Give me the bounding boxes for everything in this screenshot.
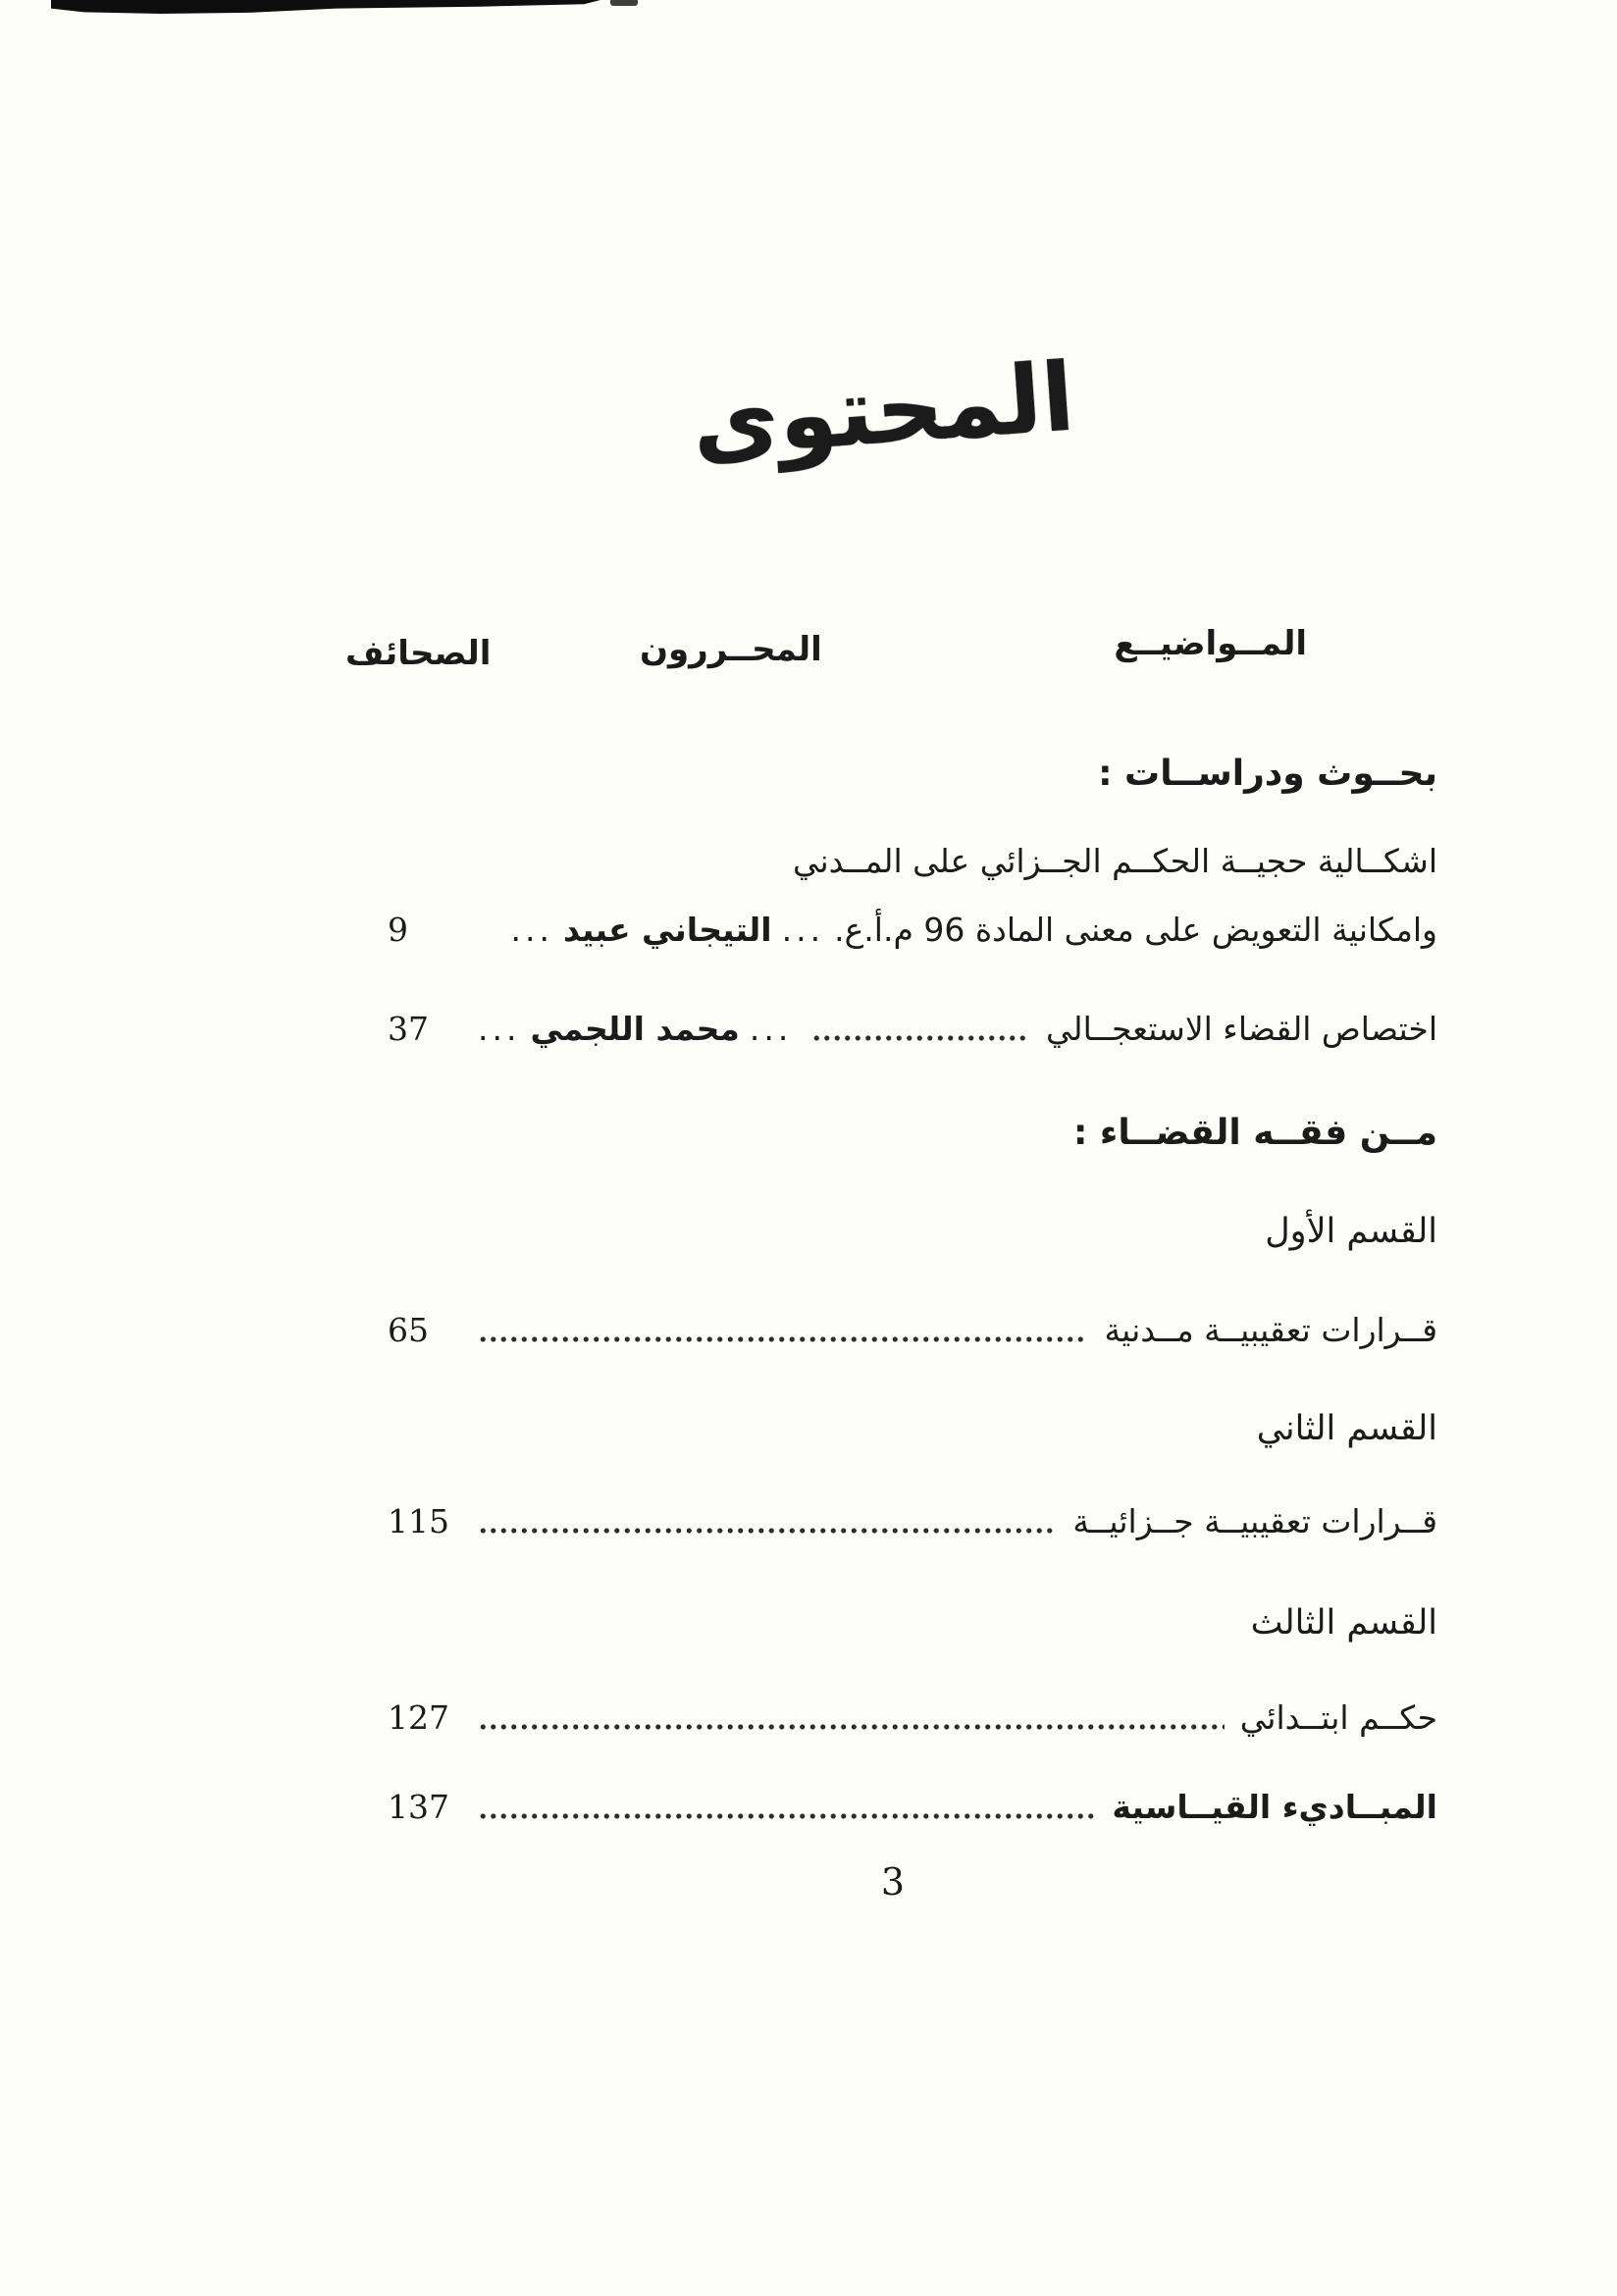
toc-entry-first-instance-judgment [388,1690,1437,1747]
toc-entry-2 [388,1001,1437,1058]
toc-entry-standard-principles [388,1779,1437,1836]
entry-title: المبــاديء القيــاسية [1112,1788,1437,1826]
entry-title-continuation: وامكانية التعويض على معنى المادة 96 م.أ.ع. [834,911,1437,949]
entry-title: حكــم ابتــدائي [1239,1698,1437,1737]
section-heading-text: مــن فقــه القضــاء : [1073,1113,1437,1153]
toc-entry-criminal-cassation [388,1493,1437,1550]
entry-page-number: 115 [388,1502,449,1540]
part-3-heading [388,1594,1485,1651]
dot-leader [478,1813,1096,1819]
entry-title: اشكــالية حجيــة الحكــم الجــزائي على المــدني [792,842,1437,880]
separator-dots: ... [781,911,825,949]
page-number: 3 [880,1860,906,1904]
section-heading-text: بحــوث ودراســات : [1098,754,1437,794]
dot-leader [478,1724,1225,1730]
entry-title: قــرارات تعقيبيــة مــدنية [1104,1311,1437,1349]
table-of-contents [388,0,1437,2296]
part-heading-text: القسم الأول [1265,1212,1437,1251]
entry-author: محمد اللجمي [530,1010,740,1048]
toc-entry-1-line-1 [388,833,1437,890]
entry-author: التيجاني عبيد [562,911,772,949]
column-header-topics: المــواضيــع [1114,624,1307,663]
separator-dots: ... [478,1010,521,1048]
entry-title: قــرارات تعقيبيــة جــزائيــة [1072,1502,1437,1540]
dot-leader [811,1035,1030,1041]
entry-title: اختصاص القضاء الاستعجــالي [1046,1010,1437,1048]
column-header-editors: المحــررون [640,630,822,669]
entry-page-number: 137 [388,1788,449,1826]
entry-page-number: 9 [388,911,408,949]
dot-leader [478,1528,1057,1534]
toc-entry-civil-cassation [388,1302,1437,1359]
entry-page-number: 37 [388,1010,429,1048]
part-2-heading [388,1400,1485,1457]
section-heading-research [388,746,1437,803]
column-header-pages: الصحائف [345,634,492,673]
part-1-heading [388,1203,1485,1260]
separator-dots: ... [749,1010,793,1048]
dot-leader [478,1336,1088,1342]
entry-page-number: 127 [388,1698,449,1737]
toc-entry-1-line-2 [388,902,1437,959]
contents-calligraphy-title: المحتوى [688,341,1078,479]
part-heading-text: القسم الثاني [1256,1409,1437,1448]
entry-page-number: 65 [388,1311,429,1349]
section-heading-jurisprudence [388,1105,1437,1162]
separator-dots: ... [510,911,553,949]
part-heading-text: القسم الثالث [1250,1603,1437,1643]
